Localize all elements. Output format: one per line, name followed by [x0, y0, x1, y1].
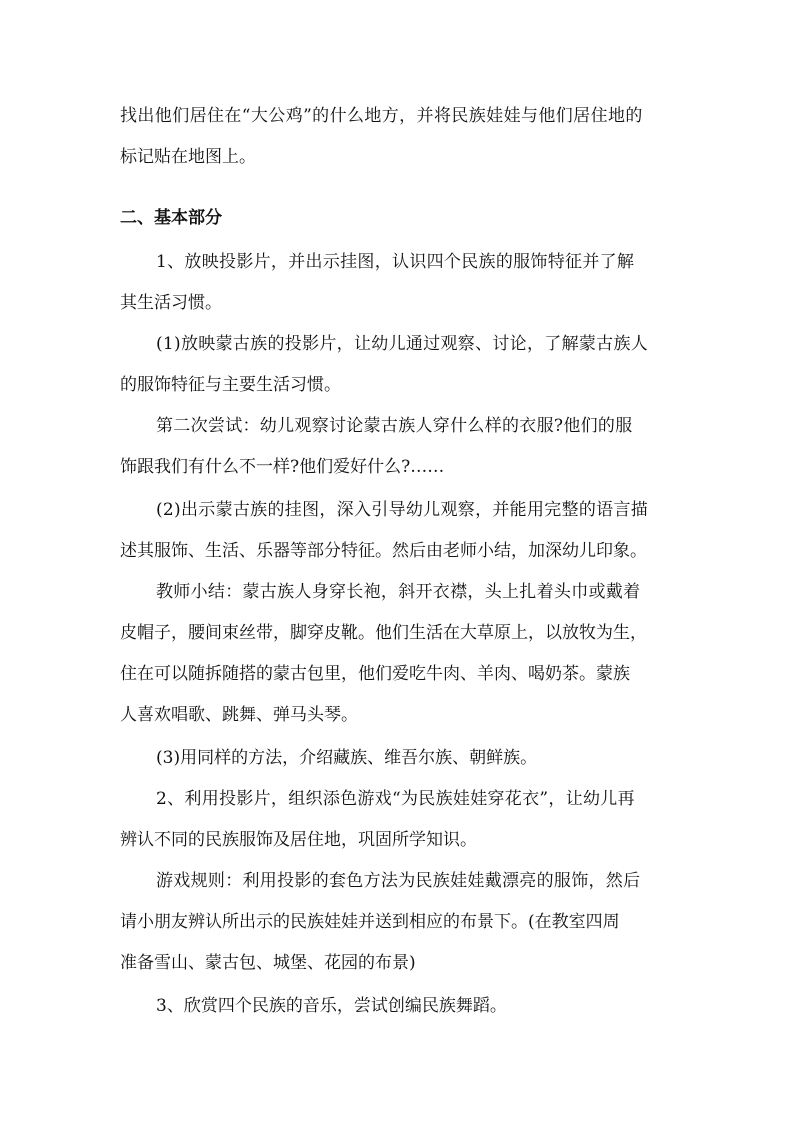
paragraph-line: 标记贴在地图上。	[120, 147, 256, 167]
paragraph-line: 请小朋友辨认所出示的民族娃娃并送到相应的布景下。(在教室四周	[120, 912, 620, 932]
paragraph-line: 述其服饰、生活、乐器等部分特征。然后由老师小结，加深幼儿印象。	[120, 541, 647, 561]
paragraph-line: 饰跟我们有什么不一样?他们爱好什么?……	[120, 457, 445, 477]
paragraph-line: (3)用同样的方法，介绍藏族、维吾尔族、朝鲜族。	[156, 748, 538, 768]
paragraph-line: 教师小结：蒙古族人身穿长袍，斜开衣襟，头上扎着头巾或戴着	[156, 582, 641, 602]
paragraph-line: 找出他们居住在“大公鸡”的什么地方，并将民族娃娃与他们居住地的	[120, 106, 643, 126]
paragraph-line: (1)放映蒙古族的投影片，让幼儿通过观察、讨论，了解蒙古族人	[156, 334, 649, 354]
paragraph-line: 住在可以随拆随搭的蒙古包里，他们爱吃牛肉、羊肉、喝奶茶。蒙族	[120, 664, 630, 684]
paragraph-line: 准备雪山、蒙古包、城堡、花园的布景)	[120, 953, 416, 973]
paragraph-line: (2)出示蒙古族的挂图，深入引导幼儿观察，并能用完整的语言描	[156, 500, 649, 520]
section-heading: 二、基本部分	[120, 208, 222, 228]
paragraph-line: 1、放映投影片，并出示挂图，认识四个民族的服饰特征并了解	[156, 252, 635, 272]
paragraph-line: 2、利用投影片，组织添色游戏“为民族娃娃穿花衣”，让幼儿再	[156, 789, 635, 809]
paragraph-line: 人喜欢唱歌、跳舞、弹马头琴。	[120, 705, 358, 725]
paragraph-line: 3、欣赏四个民族的音乐，尝试创编民族舞蹈。	[156, 996, 507, 1016]
paragraph-line: 第二次尝试：幼儿观察讨论蒙古族人穿什么样的衣服?他们的服	[156, 416, 633, 436]
paragraph-line: 辨认不同的民族服饰及居住地，巩固所学知识。	[120, 830, 477, 850]
paragraph-line: 皮帽子，腰间束丝带，脚穿皮靴。他们生活在大草原上，以放牧为生，	[120, 623, 647, 643]
paragraph-line: 的服饰特征与主要生活习惯。	[120, 375, 341, 395]
paragraph-line: 游戏规则：利用投影的套色方法为民族娃娃戴漂亮的服饰，然后	[156, 871, 641, 891]
paragraph-line: 其生活习惯。	[120, 293, 222, 313]
